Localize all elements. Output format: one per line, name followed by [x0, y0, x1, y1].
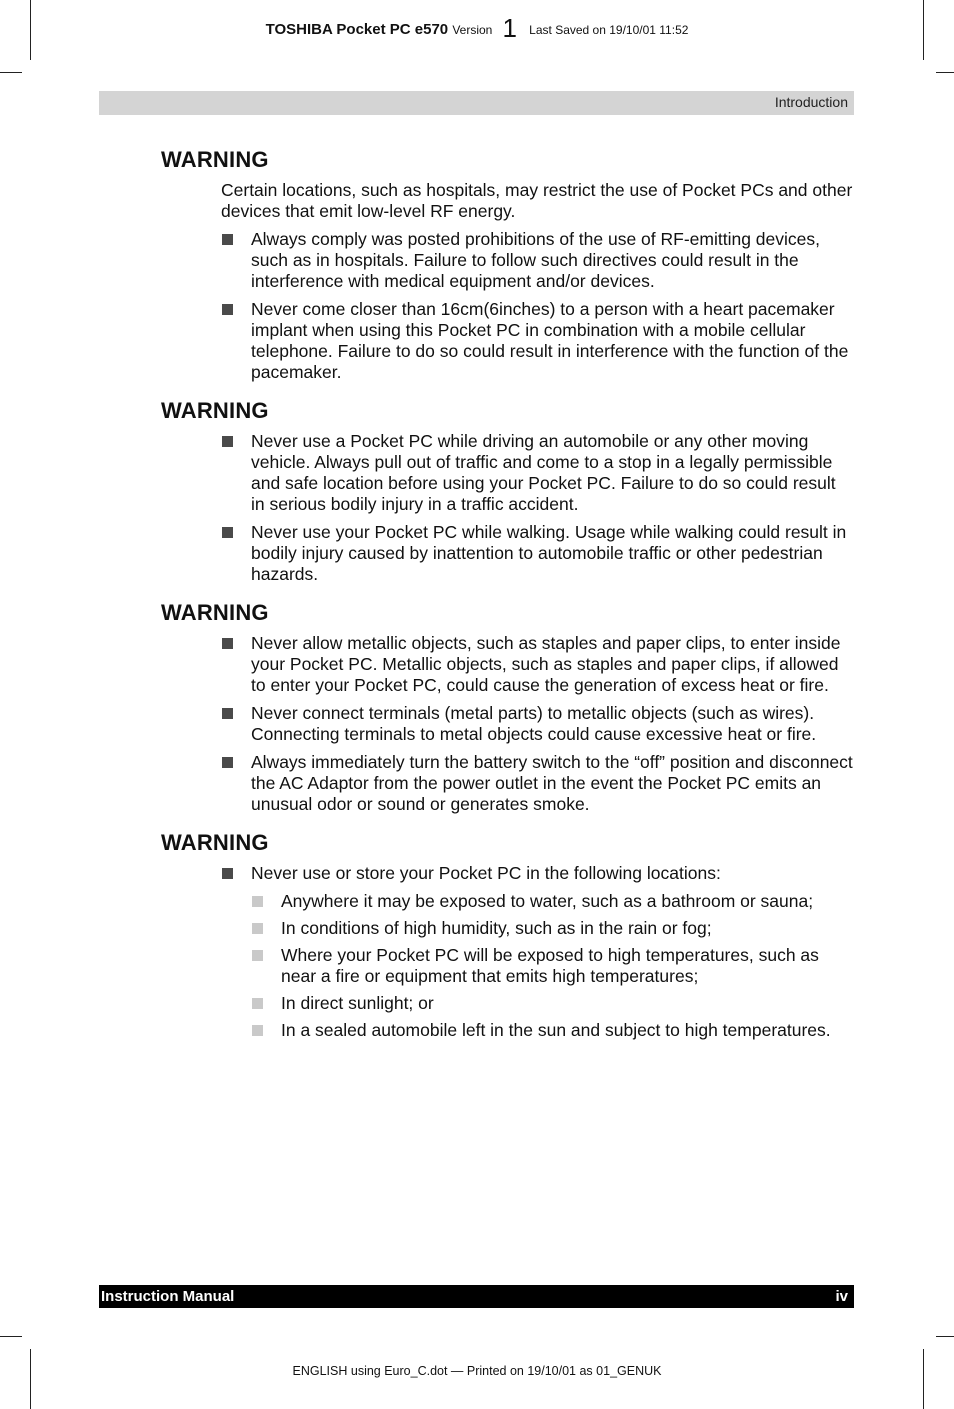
bullet-item [251, 431, 854, 515]
bullet-text: Never come closer than 16cm(6inches) to a person with a heart pacemaker implant when using this Pocket PC in combination with a mobile cellular telephone. Failure to do so could result in interference with the function of the pacemaker. [251, 299, 849, 382]
footer-title: Instruction Manual [101, 1288, 235, 1305]
slug-brand: TOSHIBA Pocket PC e570 [265, 21, 449, 38]
bullet-item [251, 229, 854, 292]
warning-heading: WARNING [161, 830, 269, 855]
square-bullet-icon [222, 638, 233, 649]
footer-bar [99, 1285, 854, 1308]
sub-bullet-item [281, 1020, 854, 1041]
sub-bullet-text: In a sealed automobile left in the sun and subject to high temperatures. [281, 1020, 831, 1040]
chapter-header-bar [99, 91, 854, 115]
bullet-list [161, 431, 854, 585]
page-number: iv [835, 1288, 848, 1305]
square-bullet-icon [222, 868, 233, 879]
square-bullet-icon [222, 527, 233, 538]
chapter-title: Introduction [774, 94, 848, 110]
bullet-text: Never use a Pocket PC while driving an automobile or any other moving vehicle. Always pull out of traffic and come to a stop in a legally permissible and safe location before using your Pocket PC. Failure to do so could result in serious bodily injury in a traffic accident. [251, 431, 836, 514]
bullet-text: Always comply was posted prohibitions of the use of RF-emitting devices, such as in hospitals. Failure to follow such directives could result in the interference with medical equipment and/or devices. [251, 229, 821, 291]
bullet-text: Never allow metallic objects, such as staples and paper clips, to enter inside your Pocket PC. Metallic objects, such as staples and paper clips, if allowed to enter your Pocket PC, could cause the generation of excess heat or fire. [251, 633, 841, 695]
bullet-list [161, 863, 854, 1041]
print-info-line: ENGLISH using Euro_C.dot — Printed on 19/10/01 as 01_GENUK [292, 1364, 662, 1378]
sub-bullet-text: In direct sunlight; or [281, 993, 434, 1013]
crop-mark-top-left-horizontal [0, 72, 22, 73]
light-square-bullet-icon [252, 1025, 263, 1036]
sub-bullet-text: In conditions of high humidity, such as in the rain or fog; [281, 918, 712, 938]
square-bullet-icon [222, 708, 233, 719]
sub-bullet-item [281, 918, 854, 939]
sub-bullet-text: Anywhere it may be exposed to water, such as a bathroom or sauna; [281, 891, 814, 911]
crop-mark-bottom-left-vertical [30, 1349, 31, 1409]
sub-bullet-item [281, 891, 854, 912]
square-bullet-icon [222, 436, 233, 447]
bullet-text: Never connect terminals (metal parts) to metallic objects (such as wires). Connecting terminals to metal objects could cause excessive heat or fire. [251, 703, 817, 744]
crop-mark-bottom-right-vertical [923, 1349, 924, 1409]
light-square-bullet-icon [252, 950, 263, 961]
light-square-bullet-icon [252, 923, 263, 934]
crop-mark-bottom-left-horizontal [0, 1336, 22, 1337]
bullet-item [251, 522, 854, 585]
warning-section-3 [161, 599, 854, 815]
sub-bullet-list [251, 891, 854, 1041]
document-slug [0, 13, 954, 43]
slug-saved: Last Saved on 19/10/01 11:52 [529, 23, 689, 37]
bullet-list [161, 229, 854, 383]
square-bullet-icon [222, 304, 233, 315]
square-bullet-icon [222, 757, 233, 768]
bullet-item [251, 863, 854, 1041]
light-square-bullet-icon [252, 998, 263, 1009]
bullet-text: Never use or store your Pocket PC in the following locations: [251, 863, 721, 883]
warning-heading: WARNING [161, 147, 269, 172]
crop-mark-top-right-horizontal [936, 72, 954, 73]
warning-section-4 [161, 829, 854, 1041]
square-bullet-icon [222, 234, 233, 245]
bullet-item [251, 752, 854, 815]
slug-version-number: 1 [502, 13, 517, 43]
page-content [161, 146, 854, 1055]
warning-section-1 [161, 146, 854, 383]
bullet-item [251, 299, 854, 383]
warning-heading: WARNING [161, 600, 269, 625]
bullet-text: Never use your Pocket PC while walking. Usage while walking could result in bodily injury caused by inattention to automobile traffic or other pedestrian hazards. [251, 522, 847, 584]
slug-version-label: Version [452, 23, 493, 37]
light-square-bullet-icon [252, 896, 263, 907]
bullet-item [251, 633, 854, 696]
bullet-item [251, 703, 854, 745]
crop-mark-bottom-right-horizontal [936, 1336, 954, 1337]
bullet-text: Always immediately turn the battery switch to the “off” position and disconnect the AC Adaptor from the power outlet in the event the Pocket PC emits an unusual odor or sound or generates smoke. [251, 752, 853, 814]
sub-bullet-item [281, 945, 854, 987]
sub-bullet-item [281, 993, 854, 1014]
sub-bullet-text: Where your Pocket PC will be exposed to high temperatures, such as near a fire or equipment that emits high temperatures; [281, 945, 819, 986]
warning-heading: WARNING [161, 398, 269, 423]
warning-section-2 [161, 397, 854, 585]
warning-intro: Certain locations, such as hospitals, may restrict the use of Pocket PCs and other devices that emit low-level RF energy. [221, 180, 853, 221]
bullet-list [161, 633, 854, 815]
